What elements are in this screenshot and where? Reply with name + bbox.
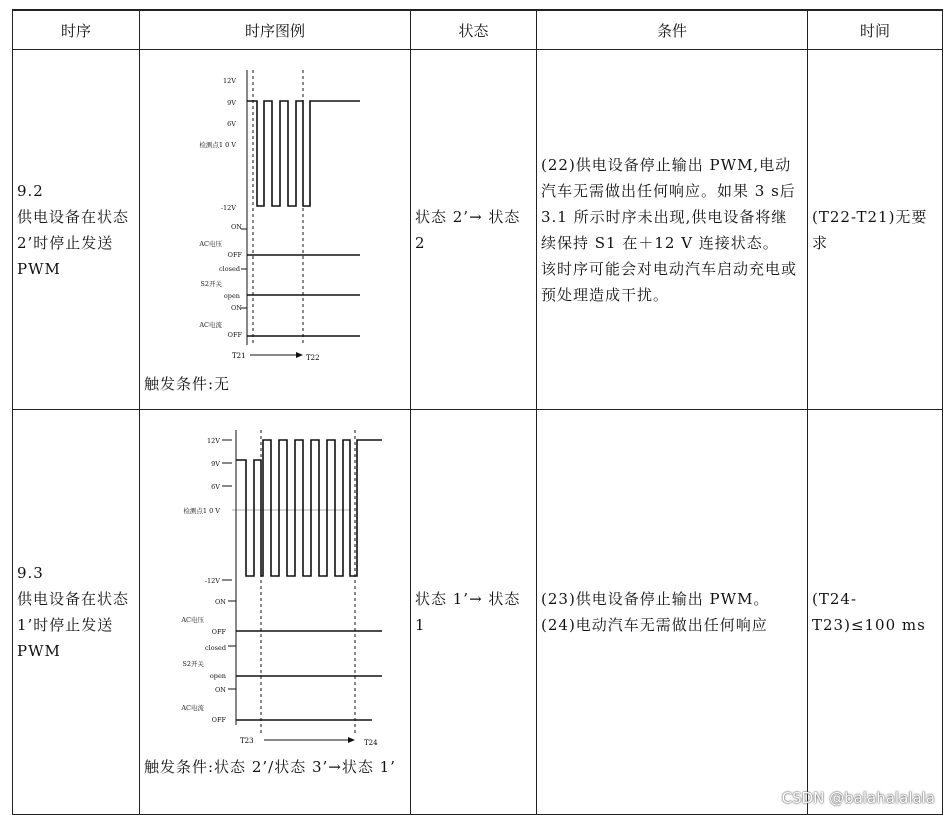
seq-number: 9.3 bbox=[17, 564, 44, 582]
condition-line: (22)供电设备停止输出 PWM,电动汽车无需做出任何响应。如果 3 s后 3.1 所示时序未出现,供电设备将继续保持 S1 在＋12 V 连接状态。 bbox=[541, 155, 796, 252]
level-label: 12V bbox=[223, 77, 236, 85]
signal-label: OFF bbox=[211, 716, 226, 724]
t-end-label: T24 bbox=[364, 739, 378, 747]
timing-diagram bbox=[140, 410, 410, 760]
state-cell bbox=[411, 50, 537, 410]
t-start-label: T23 bbox=[240, 737, 254, 745]
level-label: 9V bbox=[211, 460, 220, 468]
condition-line: 该时序可能会对电动汽车启动充电或预处理造成干扰。 bbox=[541, 259, 798, 304]
signal-label: closed bbox=[219, 265, 240, 273]
level-label: 6V bbox=[227, 120, 236, 128]
level-label: 9V bbox=[227, 99, 236, 107]
signal-label: ON bbox=[230, 304, 242, 312]
signal-label: OFF bbox=[211, 628, 226, 636]
seq-number: 9.2 bbox=[17, 181, 44, 200]
condition-line: (24)电动汽车无需做出任何响应 bbox=[541, 616, 768, 634]
watermark: CSDN @balahalalala bbox=[781, 789, 935, 807]
seq-cell bbox=[13, 50, 140, 410]
signal-label: open bbox=[223, 292, 240, 300]
seq-cell bbox=[13, 410, 140, 815]
t-start-label: T21 bbox=[232, 352, 246, 360]
signal-label: AC电压 bbox=[199, 240, 222, 248]
header-seq: 时序 bbox=[13, 10, 140, 50]
signal-label: S2开关 bbox=[200, 280, 222, 288]
state-text: 状态 2’→ 状态 2 bbox=[415, 207, 521, 252]
signal-label: closed bbox=[205, 644, 226, 652]
diagram-cell bbox=[140, 50, 411, 410]
condition-cell bbox=[537, 50, 808, 410]
level-label: -12V bbox=[204, 577, 220, 585]
trigger-text: 触发条件:无 bbox=[144, 375, 231, 393]
level-label: -12V bbox=[220, 204, 236, 212]
signal-label: AC电压 bbox=[181, 616, 204, 624]
header-diagram: 时序图例 bbox=[140, 10, 411, 50]
time-text: (T22-T21)无要求 bbox=[812, 207, 928, 252]
signal-label: OFF bbox=[227, 251, 242, 259]
seq-name: 供电设备在状态 2’时停止发送 PWM bbox=[17, 207, 130, 278]
condition-line: (23)供电设备停止输出 PWM。 bbox=[541, 590, 770, 608]
level-label: 12V bbox=[207, 437, 220, 445]
level-label: 检测点1 0 V bbox=[199, 141, 236, 149]
t-end-label: T22 bbox=[306, 354, 320, 362]
time-text: (T24-T23)≤100 ms bbox=[812, 590, 926, 634]
header-condition: 条件 bbox=[537, 10, 808, 50]
header-state: 状态 bbox=[411, 10, 537, 50]
signal-label: ON bbox=[214, 686, 226, 694]
signal-label: S2开关 bbox=[182, 660, 204, 668]
time-cell bbox=[808, 410, 943, 815]
condition-cell bbox=[537, 410, 808, 815]
table-row bbox=[13, 410, 943, 815]
signal-label: ON bbox=[230, 223, 242, 231]
state-cell bbox=[411, 410, 537, 815]
signal-label: AC电流 bbox=[199, 321, 222, 329]
signal-label: OFF bbox=[227, 331, 242, 339]
seq-name: 供电设备在状态 1’时停止发送 PWM bbox=[17, 590, 130, 660]
signal-label: ON bbox=[214, 598, 226, 606]
trigger-text: 触发条件:状态 2’/状态 3’→状态 1’ bbox=[144, 758, 396, 776]
time-cell bbox=[808, 50, 943, 410]
signal-label: AC电流 bbox=[181, 704, 204, 712]
diagram-cell bbox=[140, 410, 411, 815]
level-label: 检测点1 0 V bbox=[183, 507, 220, 515]
timing-diagram bbox=[140, 50, 410, 410]
timing-table bbox=[12, 9, 943, 815]
table-row bbox=[13, 50, 943, 410]
level-label: 6V bbox=[211, 483, 220, 491]
header-row bbox=[13, 10, 943, 50]
state-text: 状态 1’→ 状态 1 bbox=[415, 590, 521, 634]
signal-label: open bbox=[209, 672, 226, 680]
header-time: 时间 bbox=[808, 10, 943, 50]
